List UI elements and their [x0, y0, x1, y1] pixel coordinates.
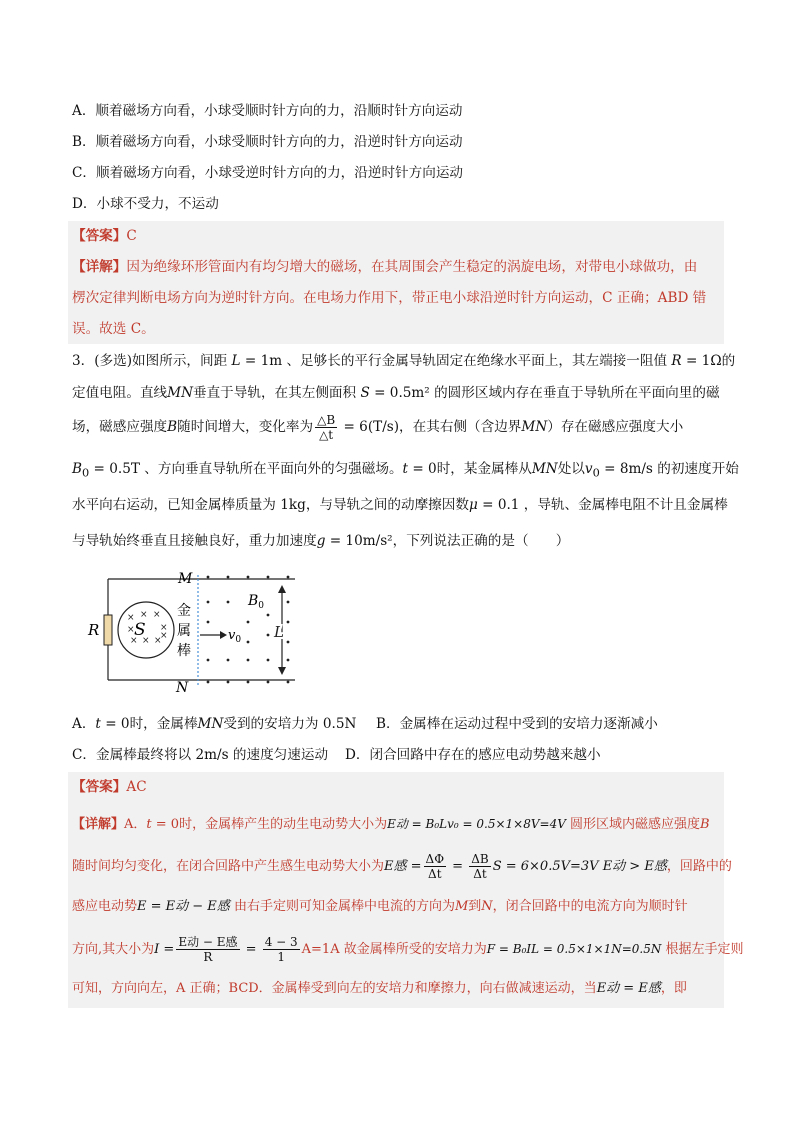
label-N: N — [176, 680, 189, 696]
q3-stem-line-5: 水平向右运动，已知金属棒质量为 1kg，与导轨之间的动摩擦因数μ = 0.1 ，导轨、金属棒电阻不计且金属棒 — [72, 497, 728, 513]
q3-option-a: A．t = 0时，金属棒MN受到的安培力为 0.5N — [72, 716, 357, 732]
q3-stem-line-1: 3．(多选)如图所示，间距 L = 1m 、足够长的平行金属导轨固定在绝缘水平面上，其左端接一阻值 R = 1Ω的 — [72, 353, 736, 369]
q3-explain-line-1: 【详解】A．t = 0时，金属棒产生的动生电动势大小为E动 = B₀Lv₀ = 0.5×1×8V=4V 圆形区域内磁感应强度B — [72, 817, 710, 832]
q3-option-b: B．金属棒在运动过程中受到的安培力逐渐减小 — [376, 716, 658, 732]
circuit-figure — [80, 565, 310, 700]
svg-text:×: × — [130, 636, 138, 646]
svg-text:×: × — [127, 625, 135, 635]
option-d: D．小球不受力，不运动 — [72, 196, 219, 212]
area-label: S — [134, 620, 146, 640]
b0-label: $B_0$ — [248, 593, 265, 611]
svg-text:×: × — [127, 613, 135, 623]
q3-explain-line-3: 感应电动势E = E动 − E感 由右手定则可知金属棒中电流的方向为M到N，闭合回路中的电流方向为顺时针 — [72, 899, 688, 914]
q3-option-c: C．金属棒最终将以 2m/s 的速度匀速运动 — [72, 747, 329, 763]
explain-line-2: 楞次定律判断电场方向为逆时针方向。在电场力作用下，带正电小球沿逆时针方向运动，C 正确；ABD 错 — [72, 290, 707, 306]
q3-explain-line-2: 随时间均匀变化，在闭合回路中产生感生电动势大小为E感 = $\frac{\Delta\Phi}{\Delta t}$ = $\frac{\Delta B}{\Delta t}$ S = 6×0.5V=3V E动 > E感，回路中的 — [72, 852, 732, 881]
answer-label: 【答案】 — [72, 228, 127, 244]
explain-line-1: 【详解】因为绝缘环形管面内有均匀增大的磁场，在其周围会产生稳定的涡旋电场，对带电小球做功，由 — [72, 259, 698, 275]
option-b: B．顺着磁场方向看，小球受顺时针方向的力，沿逆时针方向运动 — [72, 134, 463, 150]
svg-text:×: × — [160, 631, 168, 641]
svg-text:金: 金 — [177, 603, 191, 619]
answer-line-q2 — [72, 227, 137, 245]
svg-text:×: × — [160, 623, 168, 633]
option-a: A．顺着磁场方向看，小球受顺时针方向的力，沿顺时针方向运动 — [72, 103, 463, 119]
resistor-symbol — [104, 615, 112, 645]
svg-text:×: × — [154, 636, 162, 646]
answer-explain-box-q2 — [68, 221, 724, 344]
answer-line-q3: 【答案】AC — [72, 779, 147, 795]
resistor-label: R — [88, 621, 100, 639]
answer-explain-box-q3 — [68, 772, 724, 1008]
label-M: M — [178, 571, 193, 587]
q3-stem-line-2: 定值电阻。直线MN垂直于导轨，在其左侧面积 S = 0.5m² 的圆形区域内存在垂直于导轨所在平面向里的磁 — [72, 385, 720, 401]
explain-label: 【详解】 — [72, 259, 127, 275]
option-c: C．顺着磁场方向看，小球受逆时针方向的力，沿逆时针方向运动 — [72, 165, 464, 181]
q3-option-d: D．闭合回路中存在的感应电动势越来越小 — [345, 747, 601, 763]
velocity-label: $v_0$ — [228, 628, 242, 645]
svg-text:×: × — [153, 610, 161, 620]
q3-explain-line-5: 可知，方向向左，A 正确；BCD．金属棒受到向左的安培力和摩擦力，向右做减速运动，当E动 = E感，即 — [72, 981, 687, 996]
svg-text:属: 属 — [177, 623, 191, 639]
q3-stem-line-6: 与导轨始终垂直且接触良好，重力加速度g = 10m/s²，下列说法正确的是（ ） — [72, 533, 570, 549]
q3-explain-line-4: 方向,其大小为I = $\frac{\text{E动 − E感}}{R}$ = $\frac{4 - 3}{1}$ A=1A 故金属棒所受的安培力为F = B₀IL = 0.5×1×1N=0.5N 根据左手定则 — [72, 935, 744, 964]
svg-text:×: × — [140, 610, 148, 620]
svg-text:棒: 棒 — [177, 643, 191, 659]
svg-text:×: × — [142, 636, 150, 646]
q3-stem-line-3: 场，磁感应强度B随时间增大，变化率为 $\frac{\triangle B}{\triangle t}$ = 6(T/s)，在其右侧（含边界MN）存在磁感应强度大小 — [72, 413, 684, 442]
q3-stem-line-4: $B_0 = 0.5T$ 、方向垂直导轨所在平面向外的匀强磁场。t = 0时，某金属棒从MN处以$v_0 = 8m/s$ 的初速度开始 — [72, 461, 739, 480]
width-label: L — [274, 623, 284, 641]
answer-value: C — [126, 228, 137, 244]
explain-line-3: 误。故选 C。 — [72, 321, 155, 337]
